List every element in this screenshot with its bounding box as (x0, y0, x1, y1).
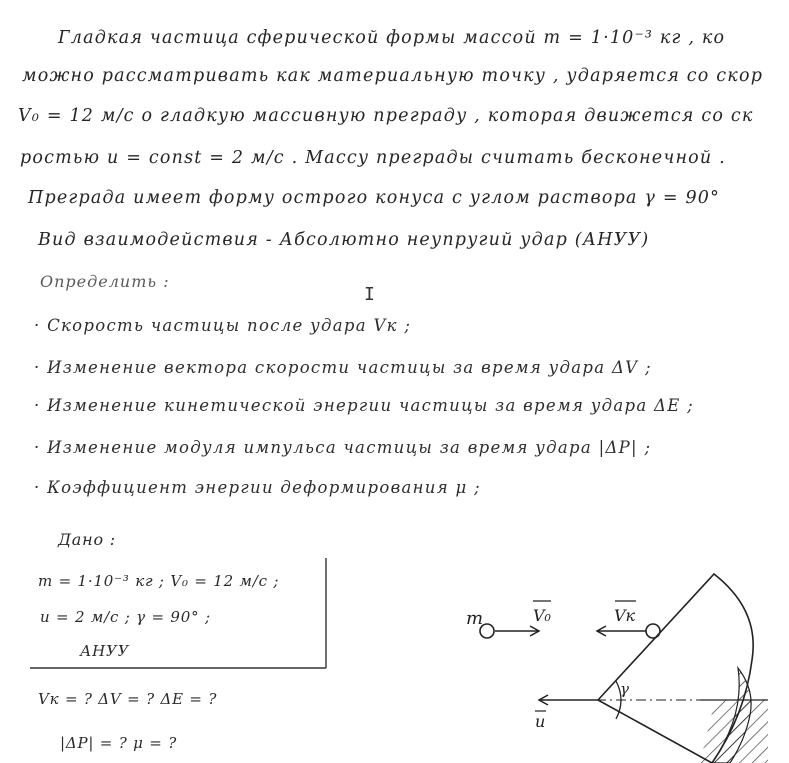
given-line-1: m = 1·10⁻³ кг ; V₀ = 12 м/с ; (38, 572, 280, 590)
gamma-label: γ (620, 680, 629, 698)
u-label: u (535, 712, 546, 731)
find-line-2: |ΔP| = ? μ = ? (60, 734, 178, 752)
v0-label: V₀ (533, 606, 551, 625)
find-line-1: Vк = ? ΔV = ? ΔE = ? (38, 690, 218, 708)
determine-heading: Определить : (40, 272, 170, 291)
given-heading: Дано : (58, 530, 116, 549)
problem-line-3: V₀ = 12 м/с о гладкую массивную преграду , которая движется со ск (18, 106, 754, 126)
cone-hatch-region (700, 700, 768, 763)
vk-label: Vк (614, 606, 636, 625)
given-line-3: АНУУ (80, 642, 130, 660)
problem-line-2: можно рассматривать как материальную точку , ударяется со скор (22, 66, 764, 86)
determine-item-4: · Изменение модуля импульса частицы за время удара |ΔP| ; (34, 438, 652, 457)
mass-label: m (466, 608, 484, 629)
problem-line-5: Преграда имеет форму острого конуса с углом раствора γ = 90° (28, 188, 721, 208)
problem-line-4: ростью u = const = 2 м/с . Массу преграды считать бесконечной . (20, 148, 726, 168)
determine-item-5: · Коэффициент энергии деформирования μ ; (34, 478, 481, 497)
determine-item-1: · Скорость частицы после удара Vк ; (34, 316, 412, 335)
determine-item-3: · Изменение кинетической энергии частицы за время удара ΔE ; (34, 396, 694, 415)
determine-item-2: · Изменение вектора скорости частицы за время удара ΔV ; (34, 358, 652, 377)
problem-line-6: Вид взаимодействия - Абсолютно неупругий удар (АНУУ) (38, 230, 650, 250)
given-line-2: u = 2 м/с ; γ = 90° ; (40, 608, 211, 626)
text-cursor-icon: I (364, 284, 375, 305)
problem-line-1: Гладкая частица сферической формы массой m = 1·10⁻³ кг , ко (58, 28, 726, 48)
